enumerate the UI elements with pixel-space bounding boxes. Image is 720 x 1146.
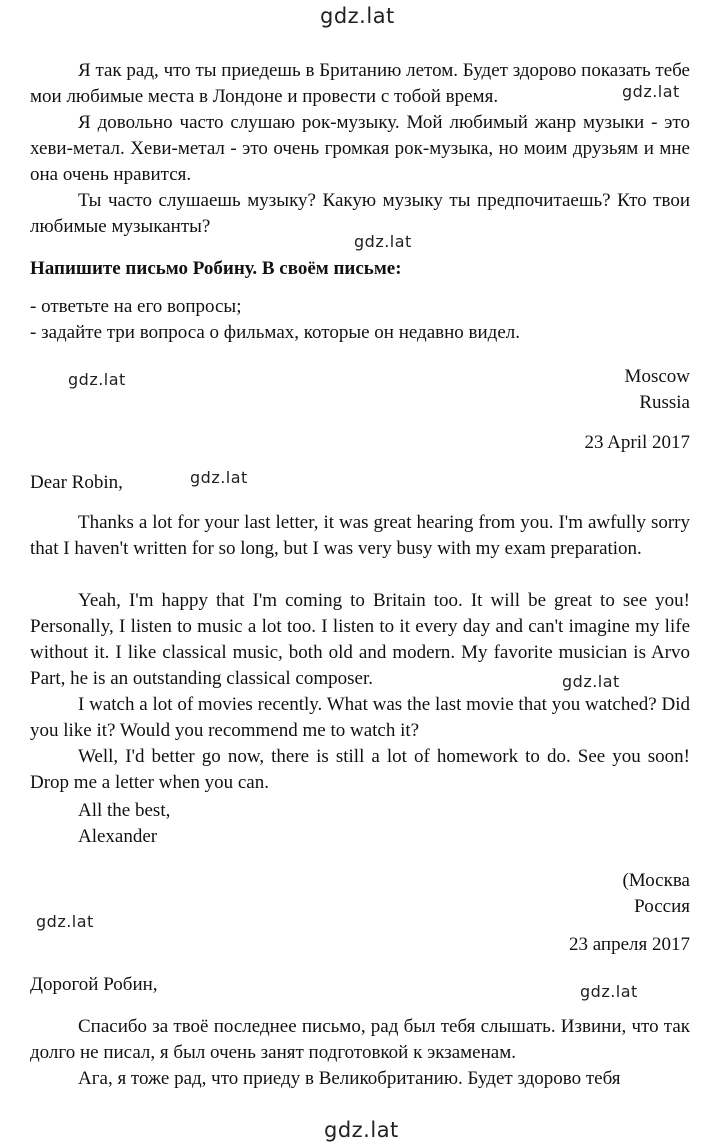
- watermark: gdz.lat: [68, 370, 126, 389]
- letter-ru-greeting: Дорогой Робин,: [30, 974, 158, 995]
- letter-en-signature: Alexander: [78, 826, 158, 847]
- letter-en-paragraph-2: Yeah, I'm happy that I'm coming to Britain too. It will be great to see you! Personally, I listen to music a lot too. I listen to it every day and can't imagine my life without it. I like classical music, both old and modern. My favorite musician is Arvo Part, he is an outstanding classical composer.: [30, 590, 690, 689]
- watermark: gdz.lat: [354, 232, 412, 251]
- task-paragraph-1: Я так рад, что ты приедешь в Британию летом. Будет здорово показать тебе мои любимые места в Лондоне и провести с тобой время.: [30, 60, 690, 107]
- watermark: gdz.lat: [36, 912, 94, 931]
- letter-ru-date: 23 апреля 2017: [568, 934, 690, 955]
- letter-en-closing: All the best,: [78, 800, 171, 821]
- letter-en-city: Moscow: [624, 366, 690, 387]
- letter-en-paragraph-3: I watch a lot of movies recently. What was the last movie that you watched? Did you like it? Would you recommend me to watch it?: [30, 694, 690, 741]
- task-bullet-2: - задайте три вопроса о фильмах, которые он недавно видел.: [30, 322, 521, 343]
- letter-en-paragraph-1: Thanks a lot for your last letter, it was great hearing from you. I'm awfully sorry that I haven't written for so long, but I was very busy with my exam preparation.: [30, 512, 690, 559]
- letter-en-country: Russia: [639, 392, 690, 413]
- letter-ru-country: Россия: [634, 896, 690, 917]
- watermark: gdz.lat: [324, 1118, 399, 1142]
- task-bullet-1: - ответьте на его вопросы;: [30, 296, 242, 317]
- watermark: gdz.lat: [562, 672, 620, 691]
- letter-en-greeting: Dear Robin,: [30, 472, 123, 493]
- letter-ru-city: (Москва: [622, 870, 690, 891]
- letter-en-paragraph-4: Well, I'd better go now, there is still a lot of homework to do. See you soon! Drop me a letter when you can.: [30, 746, 690, 793]
- letter-en-date: 23 April 2017: [584, 432, 690, 453]
- watermark: gdz.lat: [320, 4, 395, 28]
- watermark: gdz.lat: [580, 982, 638, 1001]
- letter-ru-paragraph-2: Ага, я тоже рад, что приеду в Великобританию. Будет здорово тебя: [78, 1068, 621, 1089]
- task-paragraph-2: Я довольно часто слушаю рок-музыку. Мой любимый жанр музыки - это хеви-метал. Хеви-метал - это очень громкая рок-музыка, но моим друзьям и мне она очень нравится.: [30, 112, 690, 185]
- letter-ru-paragraph-1: Спасибо за твоё последнее письмо, рад был тебя слышать. Извини, что так долго не писал, я был очень занят подготовкой к экзаменам.: [30, 1016, 690, 1063]
- watermark: gdz.lat: [190, 468, 248, 487]
- task-instruction: Напишите письмо Робину. В своём письме:: [30, 258, 402, 279]
- watermark: gdz.lat: [622, 82, 680, 101]
- task-paragraph-3: Ты часто слушаешь музыку? Какую музыку ты предпочитаешь? Кто твои любимые музыканты?: [30, 190, 690, 237]
